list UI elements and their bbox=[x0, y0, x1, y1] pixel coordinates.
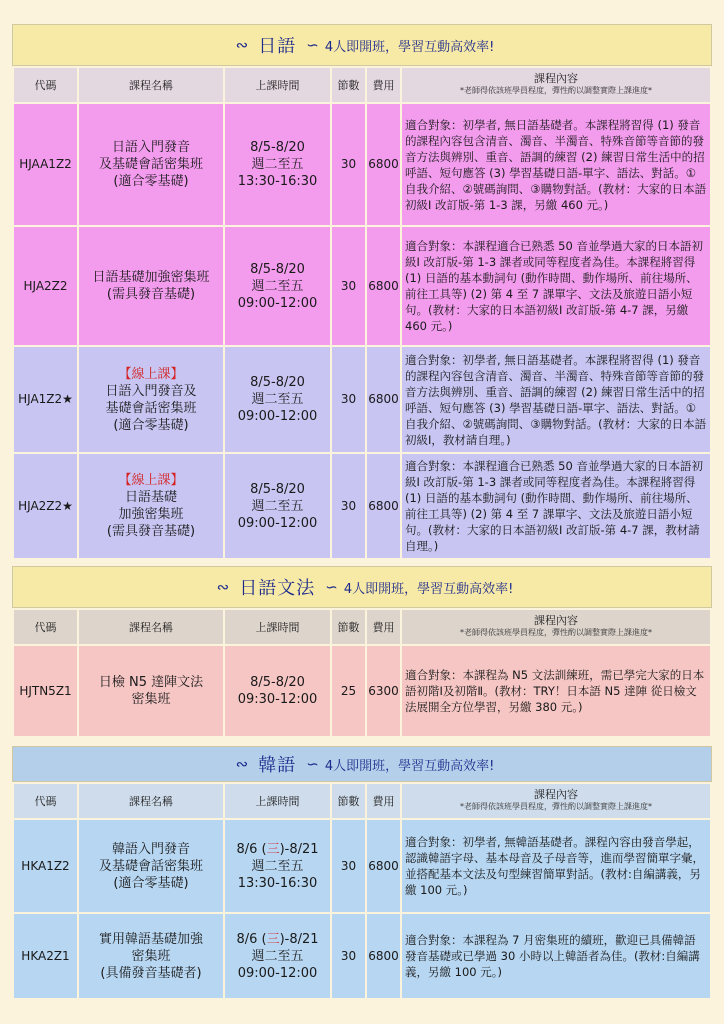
course-sessions: 30 bbox=[332, 104, 365, 225]
time-hours: 09:00-12:00 bbox=[237, 409, 318, 424]
time-days: 週二至五 bbox=[251, 392, 304, 407]
grammar-table bbox=[12, 608, 712, 738]
time-dates: 8/5-8/20 bbox=[250, 675, 305, 690]
course-sessions: 30 bbox=[332, 820, 365, 912]
course-sessions: 30 bbox=[332, 914, 365, 998]
section-slogan: 4人即開班，學習互動高效率! bbox=[343, 581, 514, 597]
table-row bbox=[14, 454, 710, 558]
course-name-line: (適合零基礎) bbox=[113, 174, 189, 189]
header-content-label: 課程內容 bbox=[534, 788, 578, 801]
course-time bbox=[225, 227, 330, 345]
course-sessions: 30 bbox=[332, 227, 365, 345]
time-days: 週二至五 bbox=[251, 498, 304, 514]
header-name: 課程名稱 bbox=[79, 610, 223, 644]
date-start: 8/6 ( bbox=[236, 841, 267, 857]
course-name-line: 實用韓語基礎加強 bbox=[98, 931, 203, 947]
course-code: HJTN5Z1 bbox=[14, 646, 77, 736]
course-name bbox=[79, 227, 223, 345]
course-description: 適合對象：本課程適合已熟悉 50 音並學過大家的日本語初級Ⅰ 改訂版-第 1-3 課者或同等程度者為佳。本課程將習得 (1) 日語的基本動詞句 (動作時間、動作場所、前往場所、前往工具等) (2) 第 4 至 7 課單字、文法及旅遊日語小短句。(教材：大家的日本語初級Ⅰ 改訂版-第 4-7 課，另繳 460 元。) bbox=[402, 227, 710, 345]
course-fee: 6800 bbox=[367, 347, 400, 452]
date-end: )-8/21 bbox=[279, 841, 319, 857]
korean-section bbox=[12, 746, 712, 1000]
header-fee: 費用 bbox=[367, 784, 400, 818]
section-slogan: 4人即開班，學習互動高效率! bbox=[324, 758, 495, 774]
swirl-icon: ∾ bbox=[216, 578, 230, 596]
time-days: 週二至五 bbox=[251, 858, 304, 874]
course-fee: 6800 bbox=[367, 104, 400, 225]
header-content-label: 課程內容 bbox=[534, 72, 578, 85]
course-description: 適合對象：本課程為 N5 文法訓練班，需已學完大家的日本語初階Ⅰ及初階Ⅱ。(教材：TRY！日本語 N5 達陣 從日檢文法展開全方位學習，另繳 380 元。) bbox=[402, 646, 710, 736]
korean-banner bbox=[12, 746, 712, 782]
time-days: 週二至五 bbox=[251, 948, 304, 964]
japanese-banner bbox=[12, 24, 712, 66]
course-code: HKA1Z2 bbox=[14, 820, 77, 912]
header-content-label: 課程內容 bbox=[534, 614, 578, 627]
time-dates: 8/5-8/20 bbox=[250, 375, 305, 390]
header-content bbox=[402, 68, 710, 102]
section-slogan: 4人即開班，學習互動高效率! bbox=[324, 39, 495, 55]
header-content bbox=[402, 784, 710, 818]
time-days: 週二至五 bbox=[251, 278, 304, 294]
header-fee: 費用 bbox=[367, 68, 400, 102]
time-dates: 8/5-8/20 bbox=[250, 481, 305, 497]
japanese-section bbox=[12, 24, 712, 560]
header-fee: 費用 bbox=[367, 610, 400, 644]
course-sessions: 30 bbox=[332, 347, 365, 452]
korean-table bbox=[12, 782, 712, 1000]
course-sessions: 25 bbox=[332, 646, 365, 736]
header-content bbox=[402, 610, 710, 644]
course-name-line: 日語入門發音 bbox=[111, 140, 190, 155]
header-time: 上課時間 bbox=[225, 68, 330, 102]
date-start: 8/6 ( bbox=[236, 931, 267, 947]
course-name-line: 韓語入門發音 bbox=[111, 841, 190, 857]
course-name bbox=[79, 454, 223, 558]
swirl-icon: ∽ bbox=[306, 755, 319, 773]
time-hours: 09:00-12:00 bbox=[237, 965, 318, 981]
table-row bbox=[14, 104, 710, 225]
header-sessions: 節數 bbox=[332, 784, 365, 818]
grammar-section bbox=[12, 566, 712, 738]
course-description: 適合對象：初學者, 無日語基礎者。本課程將習得 (1) 發音的課程內容包含清音、濁音、半濁音、特殊音節等音節的發音方法與辨別、重音、語調的練習 (2) 練習日常生活中的招呼語、短句應答 (3) 學習基礎日語-單字、語法、對話。①自我介紹、②號碼詢問、③購物對話。(教材：大家的日本語初級Ⅰ，教材請自理。) bbox=[402, 347, 710, 452]
course-code: HJA1Z2★ bbox=[14, 347, 77, 452]
time-dates: 8/5-8/20 bbox=[250, 140, 305, 155]
course-name bbox=[79, 347, 223, 452]
course-name-line: (需具發音基礎) bbox=[106, 287, 196, 302]
date-end: )-8/21 bbox=[279, 931, 319, 947]
online-tag: 【線上課】 bbox=[118, 473, 184, 488]
header-row bbox=[14, 610, 710, 644]
course-name-line: (適合零基礎) bbox=[113, 417, 189, 433]
course-fee: 6800 bbox=[367, 454, 400, 558]
header-sessions: 節數 bbox=[332, 610, 365, 644]
time-hours: 09:30-12:00 bbox=[237, 692, 318, 707]
course-time bbox=[225, 104, 330, 225]
swirl-icon: ∽ bbox=[306, 36, 319, 54]
course-name-line: 日語基礎加強密集班 bbox=[92, 270, 210, 285]
course-code: HJA2Z2 bbox=[14, 227, 77, 345]
course-description: 適合對象：本課程為 7 月密集班的續班，歡迎已具備韓語發音基礎或已學過 30 小時以上韓語者為佳。(教材:自編講義，另繳 100 元。) bbox=[402, 914, 710, 998]
table-row bbox=[14, 914, 710, 998]
course-time bbox=[225, 820, 330, 912]
header-content-note: *老師得依該班學員程度，彈性酌以調整實際上課進度* bbox=[460, 802, 652, 811]
header-code: 代碼 bbox=[14, 610, 77, 644]
header-content-note: *老師得依該班學員程度，彈性酌以調整實際上課進度* bbox=[460, 628, 652, 637]
course-name-line: 密集班 bbox=[131, 692, 171, 707]
course-code: HKA2Z1 bbox=[14, 914, 77, 998]
time-hours: 09:00-12:00 bbox=[237, 295, 318, 311]
course-name-line: 密集班 bbox=[131, 948, 171, 964]
table-row bbox=[14, 227, 710, 345]
time-days: 週二至五 bbox=[251, 157, 304, 172]
course-name-line: (需具發音基礎) bbox=[106, 524, 196, 539]
course-time bbox=[225, 646, 330, 736]
course-time bbox=[225, 914, 330, 998]
table-row bbox=[14, 646, 710, 736]
course-name-line: (具備發音基礎者) bbox=[100, 965, 202, 981]
course-name bbox=[79, 820, 223, 912]
table-row bbox=[14, 347, 710, 452]
course-name-line: 及基礎會話密集班 bbox=[98, 858, 203, 874]
course-time bbox=[225, 347, 330, 452]
weekday-mark: 三 bbox=[266, 841, 280, 857]
header-row bbox=[14, 68, 710, 102]
course-name-line: 日語基礎 bbox=[124, 490, 177, 505]
header-code: 代碼 bbox=[14, 68, 77, 102]
swirl-icon: ∾ bbox=[235, 36, 249, 54]
course-fee: 6800 bbox=[367, 820, 400, 912]
japanese-table bbox=[12, 66, 712, 560]
course-fee: 6800 bbox=[367, 914, 400, 998]
header-time: 上課時間 bbox=[225, 610, 330, 644]
time-dates: 8/5-8/20 bbox=[250, 261, 305, 277]
course-code: HJAA1Z2 bbox=[14, 104, 77, 225]
time-hours: 09:00-12:00 bbox=[237, 515, 318, 531]
swirl-icon: ∽ bbox=[325, 578, 338, 596]
course-name-line: 基礎會話密集班 bbox=[105, 400, 197, 416]
course-description: 適合對象：本課程適合已熟悉 50 音並學過大家的日本語初級Ⅰ 改訂版-第 1-3 課者或同等程度者為佳。本課程將習得 (1) 日語的基本動詞句 (動作時間、動作場所、前往場所、前往工具等) (2) 第 4 至 7 課單字、文法及旅遊日語小短句。(教材：大家的日本語初級Ⅰ 改訂版-第 4-7 課，教材請自理。) bbox=[402, 454, 710, 558]
header-time: 上課時間 bbox=[225, 784, 330, 818]
course-description: 適合對象：初學者, 無日語基礎者。本課程將習得 (1) 發音的課程內容包含清音、濁音、半濁音、特殊音節等音節的發音方法與辨別、重音、語調的練習 (2) 練習日常生活中的招呼語、短句應答 (3) 學習基礎日語-單字、語法、對話。①自我介紹、②號碼詢問、③購物對話。(教材：大家的日本語初級Ⅰ 改訂版-第 1-3 課，另繳 460 元。) bbox=[402, 104, 710, 225]
time-dates bbox=[225, 841, 330, 858]
header-name: 課程名稱 bbox=[79, 784, 223, 818]
course-name bbox=[79, 646, 223, 736]
course-name bbox=[79, 104, 223, 225]
course-fee: 6800 bbox=[367, 227, 400, 345]
grammar-banner bbox=[12, 566, 712, 608]
section-title: 日語 bbox=[258, 36, 297, 57]
course-name-line: 及基礎會話密集班 bbox=[98, 157, 203, 172]
time-hours: 13:30-16:30 bbox=[237, 875, 318, 891]
course-fee: 6300 bbox=[367, 646, 400, 736]
course-time bbox=[225, 454, 330, 558]
section-title: 韓語 bbox=[258, 755, 297, 776]
online-tag: 【線上課】 bbox=[118, 366, 184, 382]
course-name-line: (適合零基礎) bbox=[113, 875, 189, 891]
course-name bbox=[79, 914, 223, 998]
course-sessions: 30 bbox=[332, 454, 365, 558]
course-name-line: 日檢 N5 達陣文法 bbox=[98, 675, 204, 690]
header-code: 代碼 bbox=[14, 784, 77, 818]
header-name: 課程名稱 bbox=[79, 68, 223, 102]
time-hours: 13:30-16:30 bbox=[237, 174, 318, 189]
course-name-line: 加強密集班 bbox=[118, 507, 184, 522]
header-sessions: 節數 bbox=[332, 68, 365, 102]
table-row bbox=[14, 820, 710, 912]
course-code: HJA2Z2★ bbox=[14, 454, 77, 558]
section-title: 日語文法 bbox=[239, 578, 316, 599]
header-row bbox=[14, 784, 710, 818]
time-dates bbox=[225, 931, 330, 948]
course-name-line: 日語入門發音及 bbox=[105, 383, 197, 399]
course-description: 適合對象：初學者, 無韓語基礎者。課程內容由發音學起，認識韓語字母、基本母音及子母音等，進而學習簡單字彙，並搭配基本文法及句型練習簡單對話。(教材:自編講義，另繳 100 元。) bbox=[402, 820, 710, 912]
swirl-icon: ∾ bbox=[235, 755, 249, 773]
header-content-note: *老師得依該班學員程度，彈性酌以調整實際上課進度* bbox=[460, 86, 652, 95]
weekday-mark: 三 bbox=[266, 931, 280, 947]
